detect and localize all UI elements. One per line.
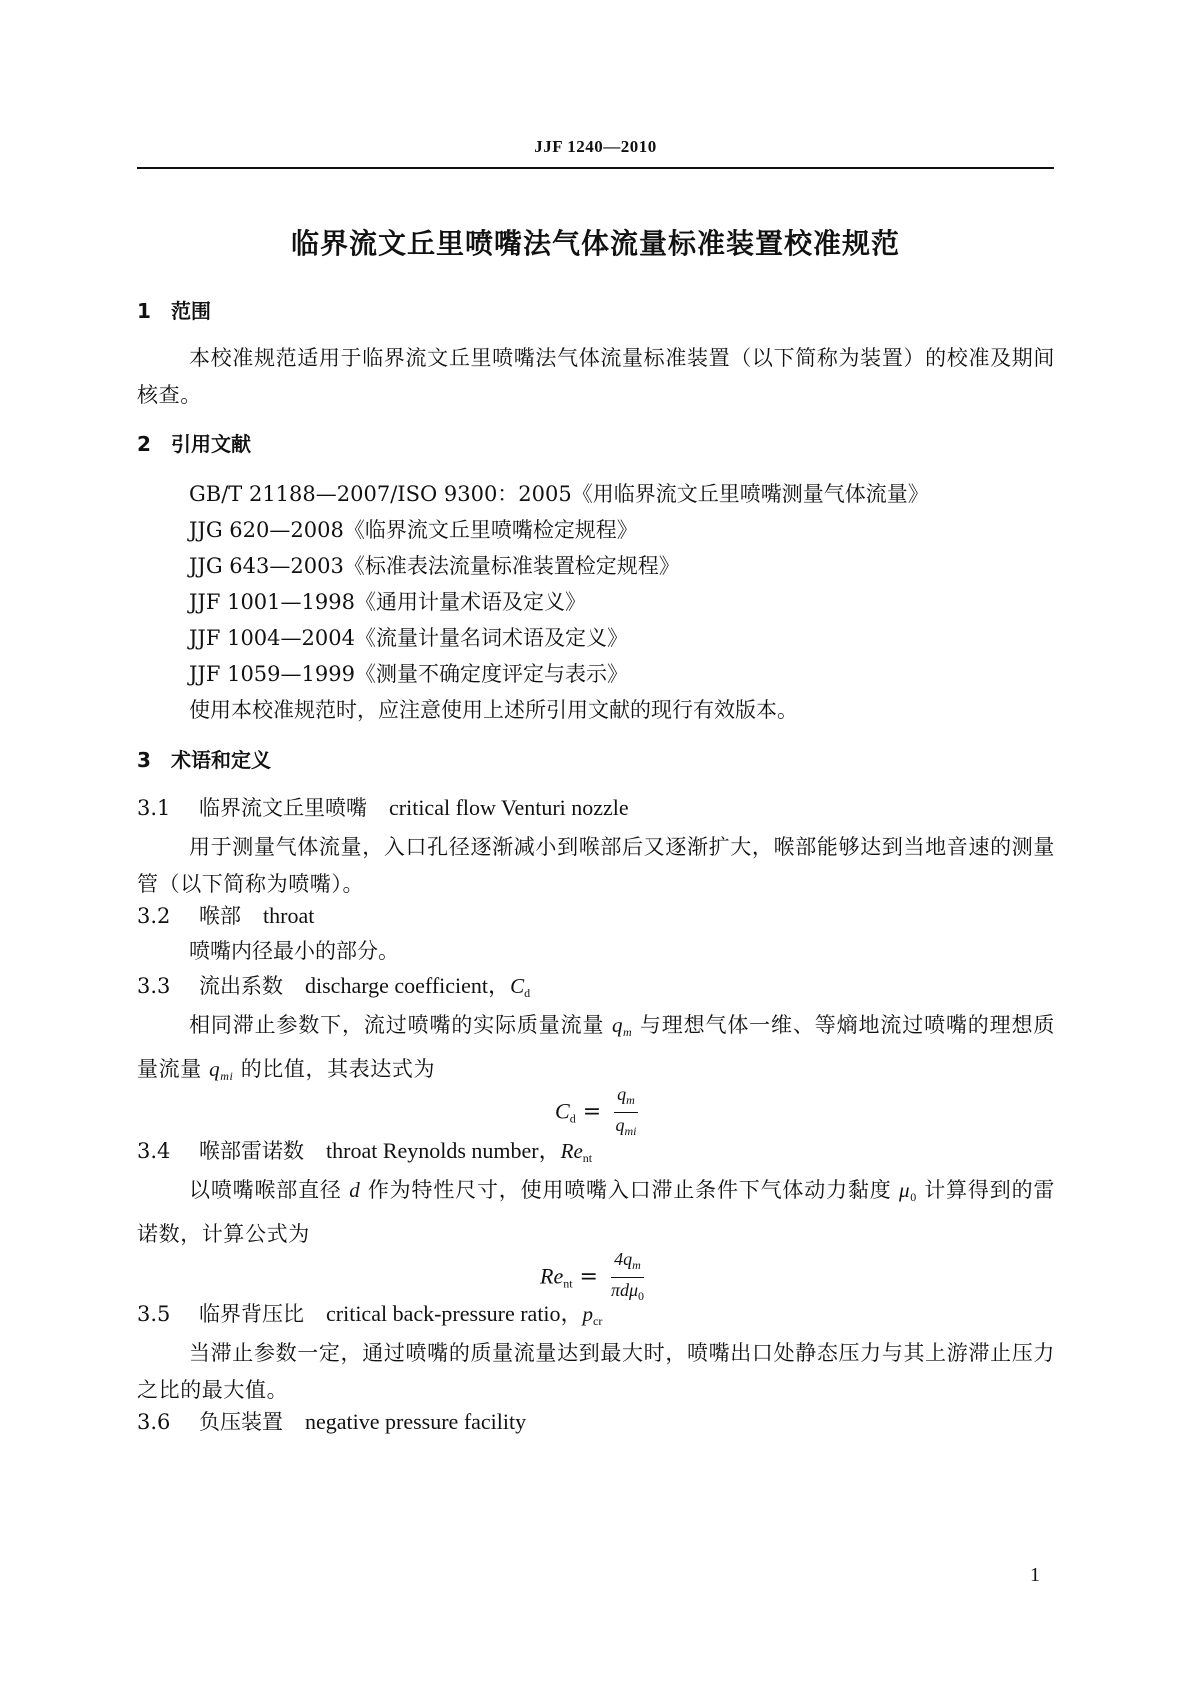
term-en: discharge coefficient， [305,973,511,998]
term-number: 3.3 [137,974,171,998]
definition-text: 计算得到的雷诺数，计算公式为 [137,1178,1055,1246]
term-number: 3.2 [137,904,171,928]
term-en: negative pressure facility [305,1409,527,1434]
term-number: 3.6 [137,1410,171,1434]
formula-fraction [614,1083,638,1142]
reference-item: JJF 1004—2004《流量计量名词术语及定义》 [189,626,628,650]
term-3-3 [137,972,530,1007]
section-1-paragraph: 本校准规范适用于临界流文丘里喷嘴法气体流量标准装置（以下简称为装置）的校准及期间核查。 [137,346,1055,407]
term-3-5 [137,1300,602,1335]
formula-denominator: πdμ [610,1280,639,1300]
section-number: 3 [137,748,151,772]
reference-item: JJF 1001—1998《通用计量术语及定义》 [189,590,586,614]
term-symbol: p [582,1302,594,1326]
term-zh: 临界流文丘里喷嘴 [199,796,367,820]
reference-item: JJG 643—2003《标准表法流量标准装置检定规程》 [189,554,680,578]
symbol-sub: mi [220,1069,234,1083]
section-2-heading [137,430,251,458]
formula-numerator-sub: m [632,1258,641,1272]
symbol-sub: m [623,1025,633,1039]
formula-lhs-sub: nt [563,1276,573,1291]
doc-code-header: JJF 1240—2010 [534,137,657,156]
term-3-2-definition: 喷嘴内径最小的部分。 [189,939,399,963]
term-number: 3.5 [137,1302,171,1326]
definition-text: 的比值，其表达式为 [240,1057,436,1081]
formula-numerator: q [617,1084,627,1104]
section-title: 范围 [171,299,211,323]
term-symbol-sub: d [524,986,531,1000]
term-symbol: C [510,974,525,998]
formula-lhs: Re [540,1263,564,1289]
formula-denominator: q [615,1115,625,1135]
term-zh: 喉部 [199,904,241,928]
formula-lhs: C [555,1098,570,1124]
section-3-heading [137,746,271,774]
definition-text: 以喷嘴喉部直径 [189,1178,342,1202]
symbol-d: d [349,1178,361,1202]
formula-eq: = [582,1099,602,1125]
term-zh: 负压装置 [199,1410,283,1434]
term-number: 3.1 [137,796,171,820]
symbol-mu: μ [899,1178,911,1202]
formula-denominator-sub: mi [624,1124,637,1138]
term-3-4 [137,1137,592,1172]
definition-text: 相同滞止参数下，流过喷嘴的实际质量流量 [189,1013,605,1037]
symbol-q: q [209,1057,221,1081]
term-3-1-definition: 用于测量气体流量，入口孔径逐渐减小到喉部后又逐渐扩大，喉部能够达到当地音速的测量管（以下简称为喷嘴）。 [137,835,1055,896]
term-en: critical flow Venturi nozzle [389,795,629,820]
term-en: critical back-pressure ratio， [326,1301,583,1326]
term-symbol-sub: cr [593,1314,603,1328]
section-title: 引用文献 [171,432,251,456]
formula-reynolds-number [540,1248,644,1307]
term-3-4-definition [137,1172,1055,1253]
symbol-q: q [611,1013,624,1037]
page-title: 临界流文丘里喷嘴法气体流量标准装置校准规范 [290,227,900,260]
term-zh: 流出系数 [199,974,283,998]
definition-text: 作为特性尺寸，使用喷嘴入口滞止条件下气体动力黏度 [367,1178,892,1202]
formula-discharge-coefficient [555,1083,638,1142]
term-en: throat Reynolds number， [326,1138,561,1163]
section-title: 术语和定义 [171,748,271,772]
term-3-6 [137,1408,526,1436]
term-3-2 [137,902,314,930]
section-number: 1 [137,299,151,323]
term-zh: 临界背压比 [199,1302,304,1326]
formula-lhs-sub: d [569,1111,576,1126]
definition-text: 与理想气体一维、等熵地流过喷嘴的理想质量流量 [137,1013,1055,1081]
reference-item: GB/T 21188—2007/ISO 9300：2005《用临界流文丘里喷嘴测量气体流量》 [189,482,929,506]
formula-eq: = [579,1264,598,1290]
term-3-5-definition: 当滞止参数一定，通过喷嘴的质量流量达到最大时，喷嘴出口处静态压力与其上游滞止压力之比的最大值。 [137,1341,1055,1402]
term-en: throat [263,903,315,928]
reference-item: JJG 620—2008《临界流文丘里喷嘴检定规程》 [189,518,638,542]
symbol-sub: 0 [910,1190,917,1204]
term-symbol: Re [560,1139,583,1163]
formula-fraction [611,1248,644,1307]
formula-numerator-sub: m [626,1093,635,1107]
term-3-3-definition [137,1007,1055,1095]
formula-numerator: 4q [614,1249,633,1269]
section-1-heading [137,297,211,325]
term-3-1 [137,794,629,822]
page-number: 1 [1030,1564,1040,1586]
term-number: 3.4 [137,1139,171,1163]
term-symbol-sub: nt [582,1151,593,1165]
reference-note: 使用本校准规范时，应注意使用上述所引用文献的现行有效版本。 [189,698,798,722]
reference-item: JJF 1059—1999《测量不确定度评定与表示》 [189,662,628,686]
formula-denominator-sub: 0 [638,1289,645,1303]
header-rule [137,167,1054,169]
section-number: 2 [137,432,151,456]
term-zh: 喉部雷诺数 [199,1139,304,1163]
